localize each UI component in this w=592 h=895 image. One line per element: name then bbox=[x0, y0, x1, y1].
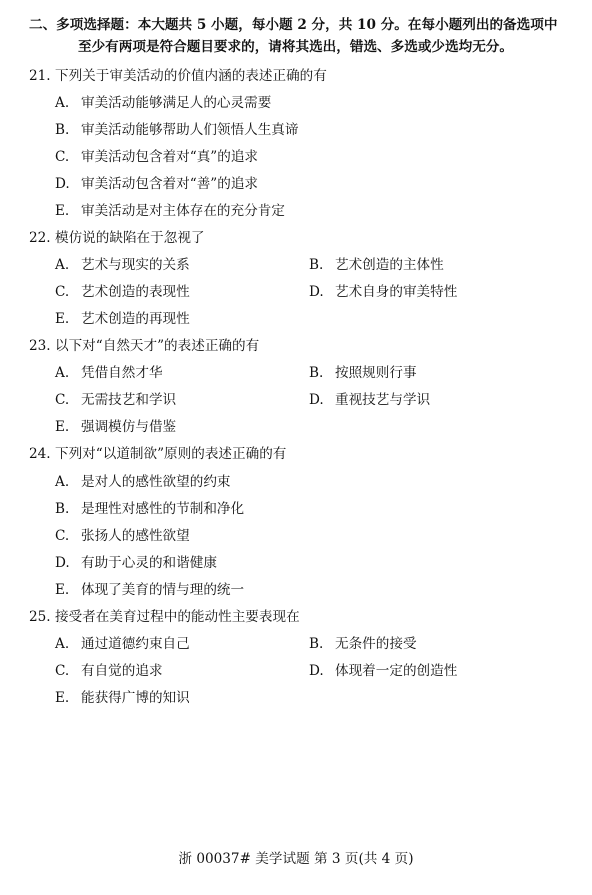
question-24-option-a bbox=[55, 470, 231, 490]
question-number: 22. bbox=[29, 230, 51, 246]
option-text: 强调模仿与借鉴 bbox=[81, 419, 177, 435]
option-key: D. bbox=[309, 284, 324, 300]
question-21-option-c bbox=[55, 145, 258, 165]
option-key: C. bbox=[55, 149, 70, 165]
option-key: E. bbox=[55, 203, 70, 219]
option-key: A. bbox=[55, 474, 70, 490]
option-key: C. bbox=[55, 284, 70, 300]
option-key: B. bbox=[309, 365, 324, 381]
question-25-option-d bbox=[309, 659, 457, 679]
question-number: 23. bbox=[29, 338, 51, 354]
question-text: 下列关于审美活动的价值内涵的表述正确的有 bbox=[55, 68, 327, 84]
option-text: 张扬人的感性欲望 bbox=[81, 528, 190, 544]
question-text: 接受者在美育过程中的能动性主要表现在 bbox=[55, 609, 300, 625]
question-24-option-e bbox=[55, 578, 244, 598]
question-number: 25. bbox=[29, 609, 51, 625]
question-25-option-a bbox=[55, 632, 190, 652]
option-key: A. bbox=[55, 95, 70, 111]
option-key: B. bbox=[309, 257, 324, 273]
option-key: B. bbox=[55, 501, 70, 517]
option-key: A. bbox=[55, 365, 70, 381]
question-22-option-a bbox=[55, 253, 190, 273]
option-text: 艺术创造的表现性 bbox=[81, 284, 190, 300]
question-22-option-e bbox=[55, 307, 190, 327]
option-key: C. bbox=[55, 663, 70, 679]
question-24-option-d bbox=[55, 551, 217, 571]
option-key: C. bbox=[55, 528, 70, 544]
option-text: 无需技艺和学识 bbox=[81, 392, 177, 408]
option-text: 凭借自然才华 bbox=[81, 365, 163, 381]
question-25-stem bbox=[29, 605, 300, 625]
option-text: 审美活动是对主体存在的充分肯定 bbox=[81, 203, 285, 219]
question-23-option-a bbox=[55, 361, 163, 381]
option-text: 是理性对感性的节制和净化 bbox=[81, 501, 245, 517]
option-text: 审美活动包含着对“真”的追求 bbox=[81, 149, 259, 165]
question-21-option-a bbox=[55, 91, 271, 111]
question-21-option-b bbox=[55, 118, 299, 138]
question-text: 以下对“自然天才”的表述正确的有 bbox=[55, 338, 260, 354]
question-24-option-b bbox=[55, 497, 244, 517]
option-key: D. bbox=[309, 392, 324, 408]
question-22-option-c bbox=[55, 280, 190, 300]
option-key: B. bbox=[55, 122, 70, 138]
question-23-option-d bbox=[309, 388, 430, 408]
option-key: A. bbox=[55, 636, 70, 652]
option-text: 重视技艺与学识 bbox=[335, 392, 431, 408]
option-key: D. bbox=[55, 555, 70, 571]
question-text: 下列对“以道制欲”原则的表述正确的有 bbox=[55, 446, 287, 462]
option-key: B. bbox=[309, 636, 324, 652]
question-number: 21. bbox=[29, 68, 51, 84]
question-number: 24. bbox=[29, 446, 51, 462]
page-footer: 浙 00037# 美学试题 第 3 页(共 4 页) bbox=[178, 851, 414, 867]
question-25-option-c bbox=[55, 659, 163, 679]
option-text: 审美活动能够帮助人们领悟人生真谛 bbox=[81, 122, 299, 138]
option-key: D. bbox=[309, 663, 324, 679]
question-25-option-b bbox=[309, 632, 417, 652]
option-text: 无条件的接受 bbox=[335, 636, 417, 652]
option-key: E. bbox=[55, 311, 70, 327]
question-text: 模仿说的缺陷在于忽视了 bbox=[55, 230, 205, 246]
question-24-option-c bbox=[55, 524, 190, 544]
option-key: C. bbox=[55, 392, 70, 408]
question-22-option-b bbox=[309, 253, 444, 273]
question-23-option-e bbox=[55, 415, 176, 435]
option-text: 艺术创造的再现性 bbox=[81, 311, 190, 327]
question-21-option-d bbox=[55, 172, 258, 192]
option-key: E. bbox=[55, 419, 70, 435]
option-text: 审美活动包含着对“善”的追求 bbox=[81, 176, 259, 192]
option-text: 有助于心灵的和谐健康 bbox=[81, 555, 217, 571]
option-text: 体现了美育的情与理的统一 bbox=[81, 582, 245, 598]
question-23-stem bbox=[29, 334, 259, 354]
question-23-option-c bbox=[55, 388, 176, 408]
question-21-stem bbox=[29, 64, 327, 84]
option-text: 有自觉的追求 bbox=[81, 663, 163, 679]
question-21-option-e bbox=[55, 199, 285, 219]
option-text: 通过道德约束自己 bbox=[81, 636, 190, 652]
question-23-option-b bbox=[309, 361, 417, 381]
option-key: E. bbox=[55, 582, 70, 598]
question-22-stem bbox=[29, 226, 205, 246]
question-25-option-e bbox=[55, 686, 190, 706]
option-text: 艺术创造的主体性 bbox=[335, 257, 444, 273]
option-text: 体现着一定的创造性 bbox=[335, 663, 458, 679]
option-key: A. bbox=[55, 257, 70, 273]
option-text: 艺术与现实的关系 bbox=[81, 257, 190, 273]
option-text: 按照规则行事 bbox=[335, 365, 417, 381]
question-24-stem bbox=[29, 442, 286, 462]
option-text: 是对人的感性欲望的约束 bbox=[81, 474, 231, 490]
section-heading bbox=[29, 14, 574, 58]
option-key: E. bbox=[55, 690, 70, 706]
option-text: 审美活动能够满足人的心灵需要 bbox=[81, 95, 272, 111]
option-text: 艺术自身的审美特性 bbox=[335, 284, 458, 300]
option-key: D. bbox=[55, 176, 70, 192]
option-text: 能获得广博的知识 bbox=[81, 690, 190, 706]
question-22-option-d bbox=[309, 280, 457, 300]
section-heading-line1: 二、多项选择题：本大题共 5 小题，每小题 2 分，共 10 分。在每小题列出的备选项中 bbox=[29, 17, 558, 33]
section-heading-line2: 至少有两项是符合题目要求的，请将其选出，错选、多选或少选均无分。 bbox=[78, 39, 513, 55]
